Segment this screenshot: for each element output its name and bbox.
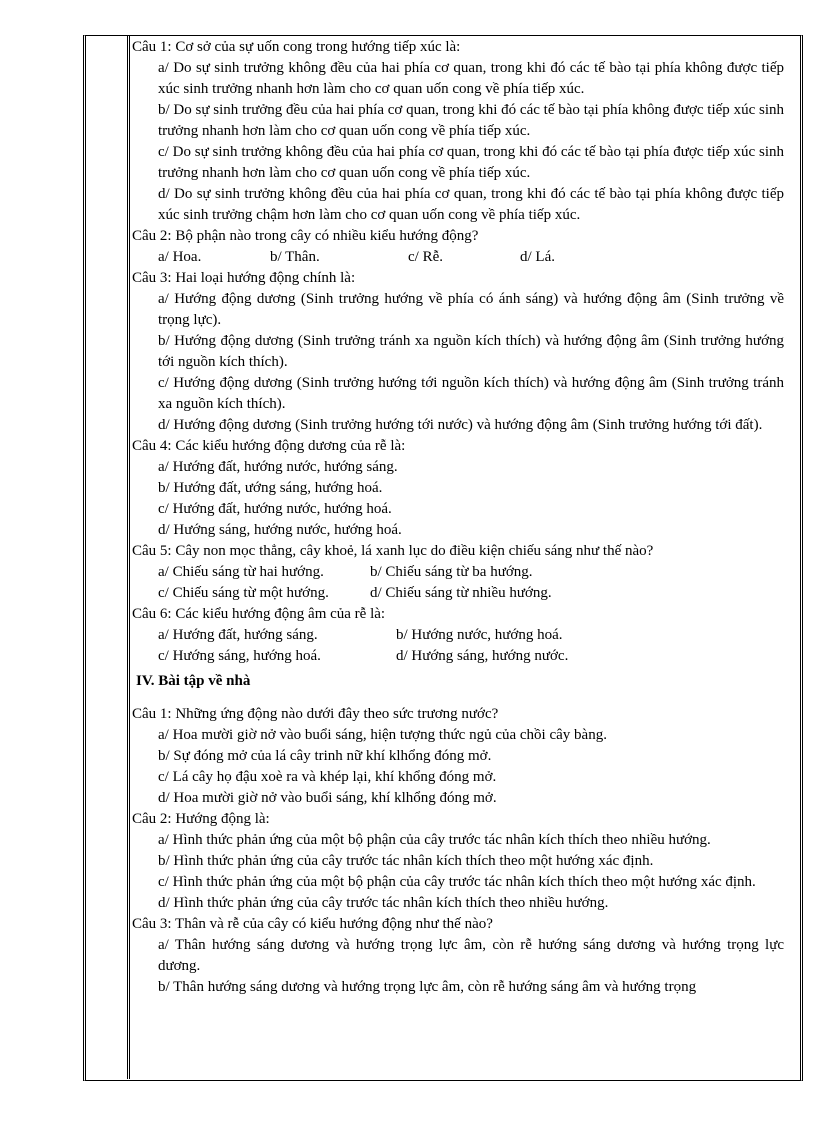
options-row xyxy=(158,646,784,667)
option-a: a/ Hướng đất, hướng nước, hướng sáng. xyxy=(158,459,398,475)
question-6: Câu 6: Các kiểu hướng động âm của rễ là: xyxy=(132,606,386,622)
option-a: a/ Chiếu sáng từ hai hướng. xyxy=(158,564,324,580)
homework-question-3: Câu 3: Thân và rễ của cây có kiểu hướng động như thế nào? xyxy=(132,916,493,932)
homework-question-1: Câu 1: Những ứng động nào dưới đây theo sức trương nước? xyxy=(132,706,499,722)
option-a: a/ Hình thức phản ứng của một bộ phận của cây trước tác nhân kích thích theo nhiều hướng. xyxy=(158,832,711,848)
options-row xyxy=(158,625,784,646)
option-c: c/ Hướng đất, hướng nước, hướng hoá. xyxy=(158,501,392,517)
option-a: a/ Hướng động dương (Sinh trưởng hướng về phía có ánh sáng) và hướng động âm (Sinh trưởng về trọng lực). xyxy=(158,291,784,328)
document-content xyxy=(132,37,784,998)
option-b: b/ Thân hướng sáng dương và hướng trọng lực âm, còn rễ hướng sáng âm và hướng trọng xyxy=(158,979,697,995)
option-a: a/ Thân hướng sáng dương và hướng trọng lực âm, còn rễ hướng sáng dương và hướng trọng lực dương. xyxy=(158,937,784,974)
option-b: b/ Hình thức phản ứng của cây trước tác nhân kích thích theo một hướng xác định. xyxy=(158,853,654,869)
option-a: a/ Hướng đất, hướng sáng. xyxy=(158,627,318,643)
section-heading: IV. Bài tập về nhà xyxy=(136,673,251,689)
option-b: b/ Chiếu sáng từ ba hướng. xyxy=(370,564,533,580)
option-d: d/ Chiếu sáng từ nhiều hướng. xyxy=(370,585,552,601)
question-3: Câu 3: Hai loại hướng động chính là: xyxy=(132,270,356,286)
option-d: d/ Do sự sinh trưởng không đều của hai phía cơ quan, trong khi đó các tế bào tại phía không được tiếp xúc sinh trưởng chậm hơn làm cho cơ quan uốn cong về phía tiếp xúc. xyxy=(158,186,784,223)
option-d: d/ Hướng sáng, hướng nước, hướng hoá. xyxy=(158,522,402,538)
option-c: c/ Lá cây họ đậu xoè ra và khép lại, khí khổng đóng mở. xyxy=(158,769,497,785)
option-d: d/ Lá. xyxy=(520,249,555,265)
option-b: b/ Do sự sinh trưởng đều của hai phía cơ quan, trong khi đó các tế bào tại phía không được tiếp xúc sinh trưởng nhanh hơn làm cho cơ quan uốn cong về phía tiếp xúc. xyxy=(158,102,784,139)
option-c: c/ Hình thức phản ứng của một bộ phận của cây trước tác nhân kích thích theo một hướng xác định. xyxy=(158,874,756,890)
option-c: c/ Chiếu sáng từ một hướng. xyxy=(158,585,329,601)
option-d: d/ Hướng động dương (Sinh trưởng hướng tới nước) và hướng động âm (Sinh trưởng hướng tới đất). xyxy=(158,417,763,433)
homework-question-2: Câu 2: Hướng động là: xyxy=(132,811,270,827)
option-a: a/ Hoa. xyxy=(158,249,202,265)
option-c: c/ Hướng sáng, hướng hoá. xyxy=(158,648,321,664)
option-b: b/ Thân. xyxy=(270,249,320,265)
option-b: b/ Sự đóng mở của lá cây trinh nữ khí klhổng đóng mở. xyxy=(158,748,492,764)
option-b: b/ Hướng động dương (Sinh trưởng tránh xa nguồn kích thích) và hướng động âm (Sinh trưởng hướng tới nguồn kích thích). xyxy=(158,333,784,370)
options-row xyxy=(158,562,784,583)
options-row xyxy=(158,583,784,604)
option-c: c/ Rễ. xyxy=(408,249,443,265)
option-a: a/ Hoa mười giờ nở vào buổi sáng, hiện tượng thức ngủ của chồi cây bàng. xyxy=(158,727,607,743)
option-a: a/ Do sự sinh trưởng không đều của hai phía cơ quan, trong khi đó các tế bào tại phía không được tiếp xúc sinh trưởng nhanh hơn làm cho cơ quan uốn cong về phía tiếp xúc. xyxy=(158,60,784,97)
options-row xyxy=(158,247,784,268)
question-4: Câu 4: Các kiểu hướng động dương của rễ là: xyxy=(132,438,406,454)
option-b: b/ Hướng đất, ướng sáng, hướng hoá. xyxy=(158,480,383,496)
option-c: c/ Do sự sinh trưởng không đều của hai phía cơ quan, trong khi đó các tế bào tại phía được tiếp xúc sinh trưởng nhanh hơn làm cho cơ quan uốn cong về phía tiếp xúc. xyxy=(158,144,784,181)
question-1: Câu 1: Cơ sở của sự uốn cong trong hướng tiếp xúc là: xyxy=(132,39,461,55)
option-c: c/ Hướng động dương (Sinh trưởng hướng tới nguồn kích thích) và hướng động âm (Sinh trưởng tránh xa nguồn kích thích). xyxy=(158,375,784,412)
option-d: d/ Hình thức phản ứng của cây trước tác nhân kích thích theo nhiều hướng. xyxy=(158,895,609,911)
column-divider xyxy=(127,35,130,1079)
question-2: Câu 2: Bộ phận nào trong cây có nhiều kiểu hướng động? xyxy=(132,228,479,244)
option-b: b/ Hướng nước, hướng hoá. xyxy=(396,627,563,643)
option-d: d/ Hoa mười giờ nở vào buổi sáng, khí klhổng đóng mở. xyxy=(158,790,497,806)
option-d: d/ Hướng sáng, hướng nước. xyxy=(396,648,569,664)
question-5: Câu 5: Cây non mọc thẳng, cây khoẻ, lá xanh lục do điều kiện chiếu sáng như thế nào? xyxy=(132,543,654,559)
